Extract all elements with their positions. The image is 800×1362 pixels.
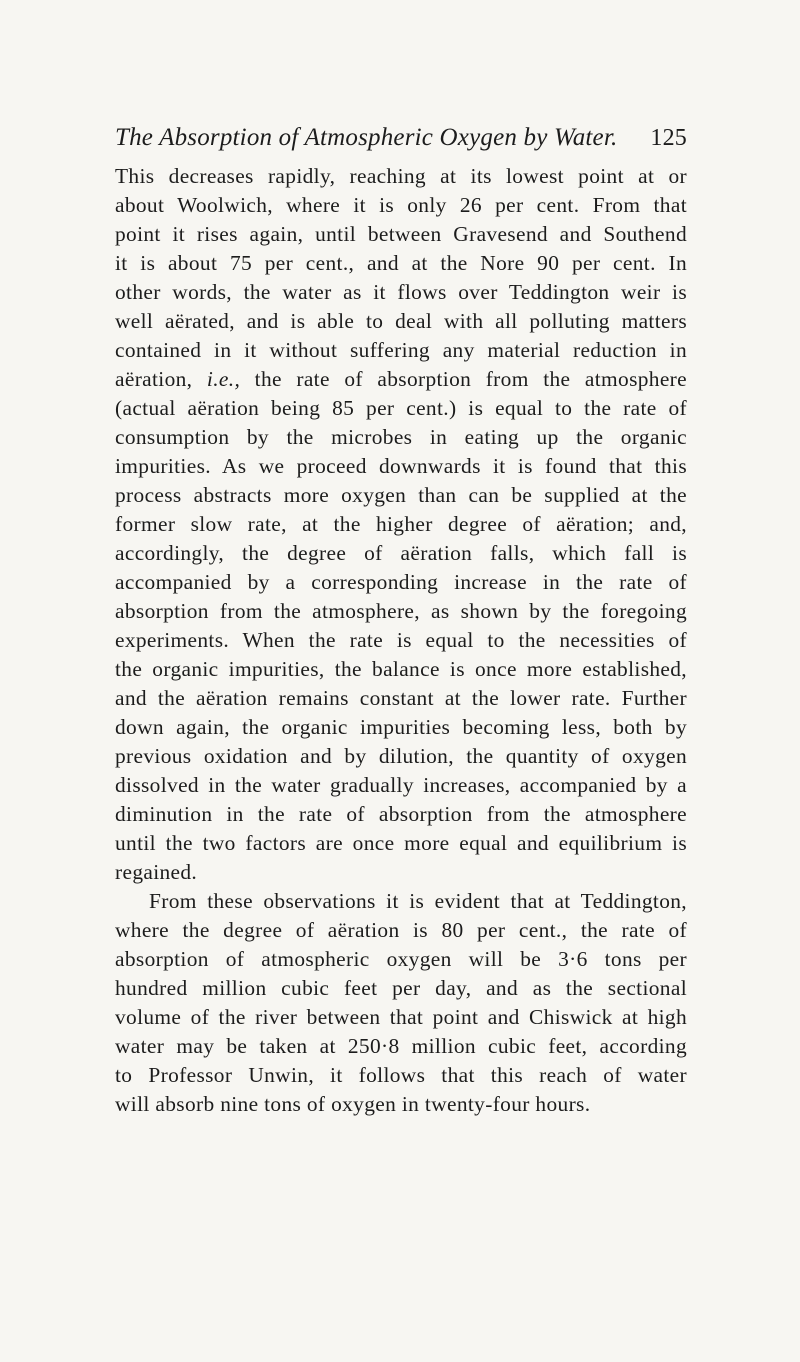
text-line: accompanied by a corresponding increase in the rate of <box>115 570 687 594</box>
paragraph <box>115 887 687 1119</box>
text-line: well aërated, and is able to deal with all polluting matters <box>115 309 687 333</box>
body-text <box>115 162 687 1119</box>
text-line: will absorb nine tons of oxygen in twenty-four hours. <box>115 1092 591 1116</box>
text-line: hundred million cubic feet per day, and as the sectional <box>115 976 687 1000</box>
text-line: This decreases rapidly, reaching at its lowest point at or <box>115 164 687 188</box>
text-line: and the aëration remains constant at the lower rate. Further <box>115 686 687 710</box>
text-line: dissolved in the water gradually increases, accompanied by a <box>115 773 687 797</box>
text-line: until the two factors are once more equal and equilibrium is <box>115 831 687 855</box>
page-number: 125 <box>650 125 687 151</box>
text-line: it is about 75 per cent., and at the Nore 90 per cent. In <box>115 251 687 275</box>
text-line: experiments. When the rate is equal to the necessities of <box>115 628 687 652</box>
text-line: point it rises again, until between Gravesend and Southend <box>115 222 687 246</box>
text-line: diminution in the rate of absorption from the atmosphere <box>115 802 687 826</box>
text-line: the organic impurities, the balance is once more established, <box>115 657 687 681</box>
text-line: From these observations it is evident that at Teddington, <box>149 889 687 913</box>
text-line: impurities. As we proceed downwards it is found that this <box>115 454 687 478</box>
text-line: water may be taken at 250·8 million cubic feet, according <box>115 1034 687 1058</box>
text-line: contained in it without suffering any material reduction in <box>115 338 687 362</box>
text-line: absorption from the atmosphere, as shown by the foregoing <box>115 599 687 623</box>
text-line: other words, the water as it flows over Teddington weir is <box>115 280 687 304</box>
text-line: to Professor Unwin, it follows that this reach of water <box>115 1063 687 1087</box>
text-line: consumption by the microbes in eating up the organic <box>115 425 687 449</box>
text-line: about Woolwich, where it is only 26 per cent. From that <box>115 193 687 217</box>
text-line: down again, the organic impurities becoming less, both by <box>115 715 687 739</box>
text-line: aëration, i.e., the rate of absorption from the atmosphere <box>115 367 687 391</box>
text-line: where the degree of aëration is 80 per cent., the rate of <box>115 918 687 942</box>
text-line: absorption of atmospheric oxygen will be 3·6 tons per <box>115 947 687 971</box>
text-line: previous oxidation and by dilution, the quantity of oxygen <box>115 744 687 768</box>
text-line: accordingly, the degree of aëration falls, which fall is <box>115 541 687 565</box>
text-line: process abstracts more oxygen than can be supplied at the <box>115 483 687 507</box>
text-line: former slow rate, at the higher degree of aëration; and, <box>115 512 687 536</box>
running-head <box>115 124 687 160</box>
emphasis: i.e., <box>206 367 241 391</box>
paragraph <box>115 162 687 887</box>
text-line: volume of the river between that point and Chiswick at high <box>115 1005 687 1029</box>
text-line: (actual aëration being 85 per cent.) is equal to the rate of <box>115 396 687 420</box>
chapter-title: The Absorption of Atmospheric Oxygen by Water. <box>115 124 618 151</box>
text-line: regained. <box>115 860 198 884</box>
